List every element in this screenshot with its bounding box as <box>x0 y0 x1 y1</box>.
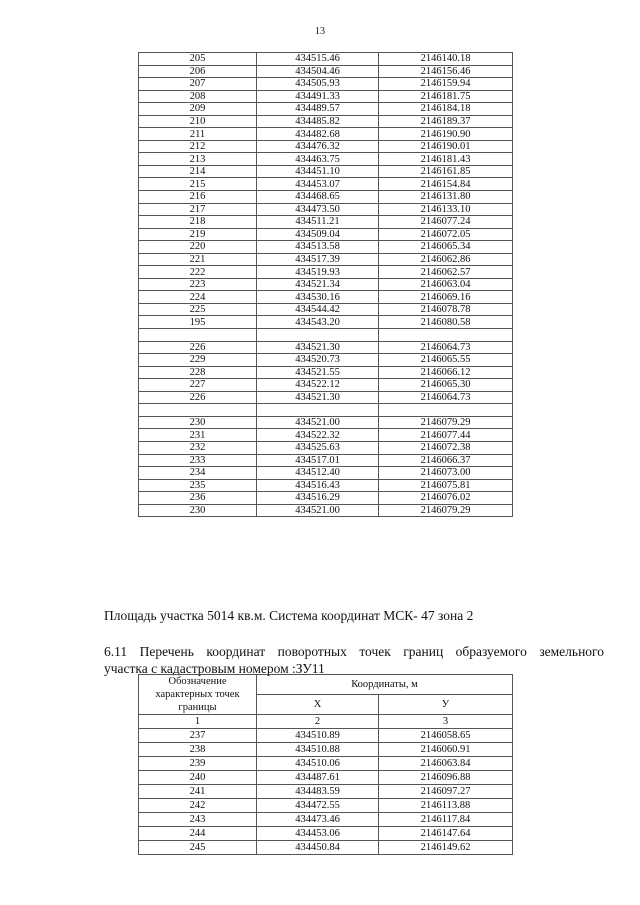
y-coordinate-cell: 2146190.90 <box>379 128 513 141</box>
y-coordinate-cell: 2146156.46 <box>379 65 513 78</box>
header-x: X <box>257 695 379 715</box>
point-number-cell: 239 <box>139 757 257 771</box>
table-row <box>139 140 513 153</box>
y-coordinate-cell: 2146184.18 <box>379 103 513 116</box>
point-number-cell: 195 <box>139 316 257 329</box>
coordinates-table-body <box>139 53 513 517</box>
x-coordinate-cell: 434521.30 <box>257 391 379 404</box>
point-number-cell: 218 <box>139 216 257 229</box>
column-number-3: 3 <box>379 715 513 729</box>
y-coordinate-cell: 2146066.12 <box>379 366 513 379</box>
y-coordinate-cell: 2146073.00 <box>379 467 513 480</box>
point-number-cell: 206 <box>139 65 257 78</box>
y-coordinate-cell: 2146161.85 <box>379 165 513 178</box>
x-coordinate-cell: 434520.73 <box>257 354 379 367</box>
coordinates-table <box>138 52 513 517</box>
x-coordinate-cell: 434489.57 <box>257 103 379 116</box>
x-coordinate-cell: 434487.61 <box>257 771 379 785</box>
x-coordinate-cell: 434463.75 <box>257 153 379 166</box>
point-number-cell <box>139 329 257 342</box>
point-number-cell: 211 <box>139 128 257 141</box>
x-coordinate-cell: 434522.32 <box>257 429 379 442</box>
section-heading-line-1: 6.11 Перечень координат поворотных точек границ образуемого земельного <box>104 644 604 659</box>
page-number: 13 <box>315 26 325 37</box>
point-number-cell: 210 <box>139 115 257 128</box>
y-coordinate-cell: 2146065.55 <box>379 354 513 367</box>
table-row <box>139 441 513 454</box>
point-number-cell: 226 <box>139 391 257 404</box>
table-row <box>139 771 513 785</box>
y-coordinate-cell: 2146060.91 <box>379 743 513 757</box>
table-row <box>139 492 513 505</box>
point-number-cell: 228 <box>139 366 257 379</box>
table-row <box>139 504 513 517</box>
table-row <box>139 341 513 354</box>
point-number-cell: 221 <box>139 253 257 266</box>
point-number-cell: 243 <box>139 813 257 827</box>
y-coordinate-cell: 2146159.94 <box>379 78 513 91</box>
table-row <box>139 379 513 392</box>
point-number-cell: 231 <box>139 429 257 442</box>
point-number-cell: 234 <box>139 467 257 480</box>
table-row <box>139 454 513 467</box>
section-heading <box>104 643 604 677</box>
header-point-designation: Обозначение характерных точек границы <box>139 675 257 715</box>
table-row <box>139 78 513 91</box>
x-coordinate-cell: 434505.93 <box>257 78 379 91</box>
x-coordinate-cell: 434521.34 <box>257 278 379 291</box>
x-coordinate-cell: 434517.39 <box>257 253 379 266</box>
x-coordinate-cell: 434519.93 <box>257 266 379 279</box>
point-number-cell: 214 <box>139 165 257 178</box>
table-row <box>139 785 513 799</box>
table-row <box>139 366 513 379</box>
point-number-cell: 224 <box>139 291 257 304</box>
y-coordinate-cell: 2146079.29 <box>379 504 513 517</box>
y-coordinate-cell: 2146075.81 <box>379 479 513 492</box>
x-coordinate-cell: 434451.10 <box>257 165 379 178</box>
y-coordinate-cell: 2146147.64 <box>379 827 513 841</box>
x-coordinate-cell: 434521.30 <box>257 341 379 354</box>
x-coordinate-cell: 434517.01 <box>257 454 379 467</box>
table-row <box>139 827 513 841</box>
y-coordinate-cell: 2146190.01 <box>379 140 513 153</box>
point-number-cell: 207 <box>139 78 257 91</box>
y-coordinate-cell: 2146065.34 <box>379 241 513 254</box>
header-coordinates: Координаты, м <box>257 675 513 695</box>
point-number-cell: 233 <box>139 454 257 467</box>
point-number-cell: 245 <box>139 841 257 855</box>
x-coordinate-cell: 434450.84 <box>257 841 379 855</box>
y-coordinate-cell <box>379 329 513 342</box>
table-row <box>139 153 513 166</box>
column-number-2: 2 <box>257 715 379 729</box>
y-coordinate-cell: 2146189.37 <box>379 115 513 128</box>
table-row <box>139 203 513 216</box>
table-row <box>139 303 513 316</box>
x-coordinate-cell: 434491.33 <box>257 90 379 103</box>
point-number-cell: 222 <box>139 266 257 279</box>
point-number-cell: 235 <box>139 479 257 492</box>
x-coordinate-cell: 434543.20 <box>257 316 379 329</box>
point-number-cell: 225 <box>139 303 257 316</box>
y-coordinate-cell: 2146077.44 <box>379 429 513 442</box>
y-coordinate-cell: 2146154.84 <box>379 178 513 191</box>
table-row <box>139 266 513 279</box>
x-coordinate-cell: 434485.82 <box>257 115 379 128</box>
table-row <box>139 479 513 492</box>
point-number-cell: 227 <box>139 379 257 392</box>
table-row <box>139 241 513 254</box>
x-coordinate-cell: 434453.07 <box>257 178 379 191</box>
y-coordinate-cell: 2146181.43 <box>379 153 513 166</box>
x-coordinate-cell <box>257 329 379 342</box>
point-number-cell: 213 <box>139 153 257 166</box>
point-number-cell: 230 <box>139 504 257 517</box>
point-number-cell: 215 <box>139 178 257 191</box>
y-coordinate-cell: 2146077.24 <box>379 216 513 229</box>
coordinates-table-zu11-body <box>139 729 513 855</box>
x-coordinate-cell: 434521.55 <box>257 366 379 379</box>
x-coordinate-cell: 434482.68 <box>257 128 379 141</box>
x-coordinate-cell: 434504.46 <box>257 65 379 78</box>
table-row <box>139 743 513 757</box>
y-coordinate-cell: 2146079.29 <box>379 416 513 429</box>
table-row <box>139 53 513 66</box>
x-coordinate-cell: 434525.63 <box>257 441 379 454</box>
table-row <box>139 841 513 855</box>
y-coordinate-cell: 2146096.88 <box>379 771 513 785</box>
point-number-cell: 232 <box>139 441 257 454</box>
y-coordinate-cell: 2146131.80 <box>379 191 513 204</box>
x-coordinate-cell: 434510.06 <box>257 757 379 771</box>
point-number-cell: 217 <box>139 203 257 216</box>
table-row <box>139 799 513 813</box>
y-coordinate-cell: 2146080.58 <box>379 316 513 329</box>
y-coordinate-cell: 2146065.30 <box>379 379 513 392</box>
table-row <box>139 65 513 78</box>
table-row <box>139 404 513 417</box>
x-coordinate-cell: 434510.88 <box>257 743 379 757</box>
x-coordinate-cell: 434472.55 <box>257 799 379 813</box>
point-number-cell: 219 <box>139 228 257 241</box>
x-coordinate-cell: 434476.32 <box>257 140 379 153</box>
point-number-cell: 212 <box>139 140 257 153</box>
y-coordinate-cell: 2146063.84 <box>379 757 513 771</box>
x-coordinate-cell: 434530.16 <box>257 291 379 304</box>
y-coordinate-cell: 2146078.78 <box>379 303 513 316</box>
point-number-cell: 209 <box>139 103 257 116</box>
y-coordinate-cell: 2146064.73 <box>379 391 513 404</box>
x-coordinate-cell: 434544.42 <box>257 303 379 316</box>
point-number-cell: 208 <box>139 90 257 103</box>
y-coordinate-cell: 2146062.57 <box>379 266 513 279</box>
area-statement: Площадь участка 5014 кв.м. Система координат МСК- 47 зона 2 <box>104 608 474 623</box>
point-number-cell: 237 <box>139 729 257 743</box>
table-row <box>139 813 513 827</box>
x-coordinate-cell: 434521.00 <box>257 416 379 429</box>
point-number-cell: 220 <box>139 241 257 254</box>
table-row <box>139 191 513 204</box>
table-row <box>139 757 513 771</box>
y-coordinate-cell: 2146072.38 <box>379 441 513 454</box>
column-number-1: 1 <box>139 715 257 729</box>
y-coordinate-cell: 2146076.02 <box>379 492 513 505</box>
point-number-cell: 236 <box>139 492 257 505</box>
table-row <box>139 178 513 191</box>
table-row <box>139 103 513 116</box>
point-number-cell: 205 <box>139 53 257 66</box>
x-coordinate-cell: 434516.43 <box>257 479 379 492</box>
x-coordinate-cell: 434509.04 <box>257 228 379 241</box>
x-coordinate-cell: 434473.50 <box>257 203 379 216</box>
point-number-cell: 226 <box>139 341 257 354</box>
table-row <box>139 329 513 342</box>
point-number-cell: 223 <box>139 278 257 291</box>
x-coordinate-cell: 434473.46 <box>257 813 379 827</box>
y-coordinate-cell <box>379 404 513 417</box>
y-coordinate-cell: 2146066.37 <box>379 454 513 467</box>
x-coordinate-cell: 434522.12 <box>257 379 379 392</box>
x-coordinate-cell: 434483.59 <box>257 785 379 799</box>
table-row <box>139 216 513 229</box>
y-coordinate-cell: 2146058.65 <box>379 729 513 743</box>
table-row <box>139 291 513 304</box>
point-number-cell: 244 <box>139 827 257 841</box>
table-row <box>139 228 513 241</box>
table-row <box>139 416 513 429</box>
x-coordinate-cell: 434512.40 <box>257 467 379 480</box>
point-number-cell: 238 <box>139 743 257 757</box>
table-row <box>139 253 513 266</box>
y-coordinate-cell: 2146117.84 <box>379 813 513 827</box>
point-number-cell: 216 <box>139 191 257 204</box>
y-coordinate-cell: 2146063.04 <box>379 278 513 291</box>
x-coordinate-cell: 434516.29 <box>257 492 379 505</box>
y-coordinate-cell: 2146062.86 <box>379 253 513 266</box>
x-coordinate-cell: 434453.06 <box>257 827 379 841</box>
y-coordinate-cell: 2146181.75 <box>379 90 513 103</box>
x-coordinate-cell: 434510.89 <box>257 729 379 743</box>
point-number-cell: 229 <box>139 354 257 367</box>
y-coordinate-cell: 2146097.27 <box>379 785 513 799</box>
x-coordinate-cell: 434513.58 <box>257 241 379 254</box>
table-row <box>139 115 513 128</box>
x-coordinate-cell: 434521.00 <box>257 504 379 517</box>
coordinates-table-zu11 <box>138 674 513 855</box>
y-coordinate-cell: 2146064.73 <box>379 341 513 354</box>
point-number-cell: 240 <box>139 771 257 785</box>
table-row <box>139 278 513 291</box>
table-row <box>139 128 513 141</box>
table-row <box>139 90 513 103</box>
table-row <box>139 316 513 329</box>
point-number-cell: 241 <box>139 785 257 799</box>
point-number-cell: 242 <box>139 799 257 813</box>
table-row <box>139 429 513 442</box>
point-number-cell: 230 <box>139 416 257 429</box>
table-row <box>139 165 513 178</box>
x-coordinate-cell: 434515.46 <box>257 53 379 66</box>
table-row <box>139 354 513 367</box>
table-row <box>139 729 513 743</box>
table-row <box>139 391 513 404</box>
y-coordinate-cell: 2146149.62 <box>379 841 513 855</box>
section-heading-line-2: участка с кадастровым номером :ЗУ11 <box>104 661 325 676</box>
point-number-cell <box>139 404 257 417</box>
y-coordinate-cell: 2146133.10 <box>379 203 513 216</box>
header-y: У <box>379 695 513 715</box>
y-coordinate-cell: 2146069.16 <box>379 291 513 304</box>
x-coordinate-cell: 434468.65 <box>257 191 379 204</box>
x-coordinate-cell <box>257 404 379 417</box>
y-coordinate-cell: 2146072.05 <box>379 228 513 241</box>
x-coordinate-cell: 434511.21 <box>257 216 379 229</box>
y-coordinate-cell: 2146140.18 <box>379 53 513 66</box>
y-coordinate-cell: 2146113.88 <box>379 799 513 813</box>
table-row <box>139 467 513 480</box>
